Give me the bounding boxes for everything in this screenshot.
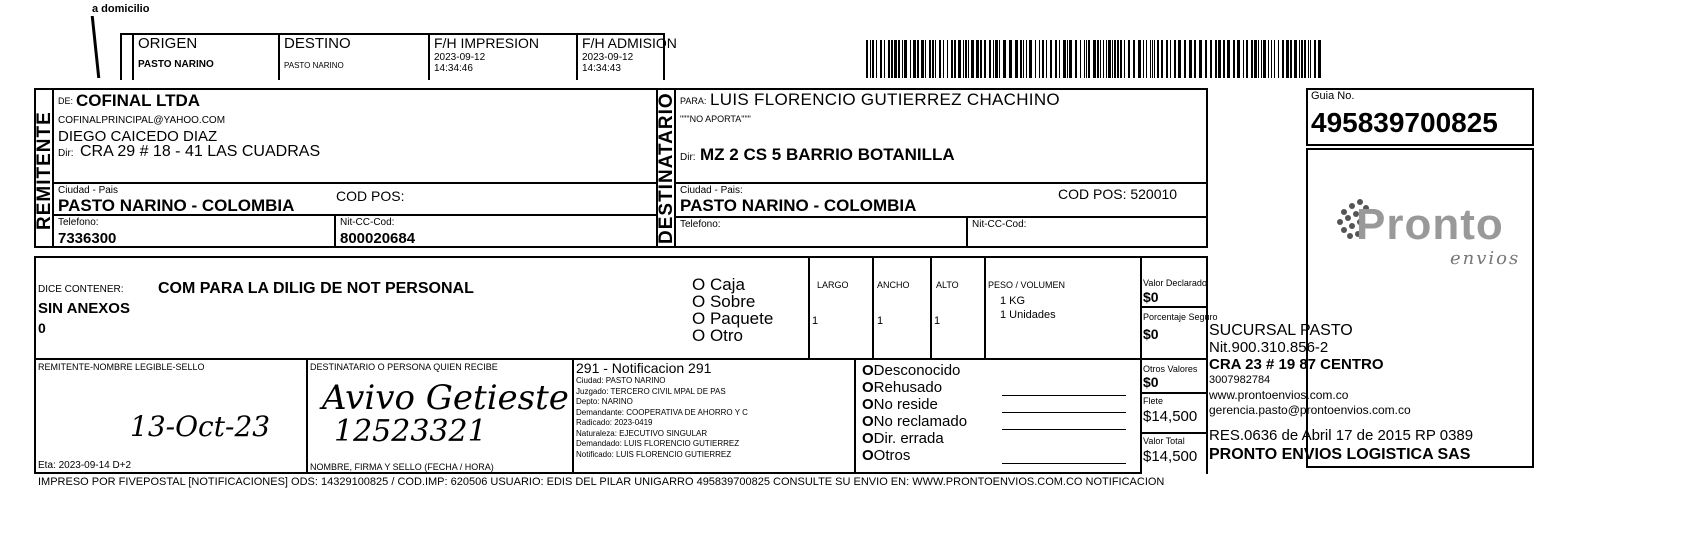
devolucion-option[interactable]: ODesconocido xyxy=(862,362,961,379)
barcode-bar xyxy=(910,40,911,78)
barcode xyxy=(866,40,1326,78)
impresion-date: 2023-09-12 xyxy=(434,52,486,63)
barcode-bar xyxy=(1314,40,1316,78)
barcode-bar xyxy=(1035,40,1036,78)
admision-label: F/H ADMISION xyxy=(582,35,677,51)
barcode-bar xyxy=(1261,40,1262,78)
de-label: DE: xyxy=(58,96,74,106)
contenido-box xyxy=(34,256,1206,360)
barcode-bar xyxy=(880,40,882,78)
barcode-bar xyxy=(884,40,885,78)
barcode-bar xyxy=(876,40,877,78)
notificacion-line: Radicado: 2023-0419 xyxy=(576,418,653,427)
radio-icon: O xyxy=(692,326,710,345)
barcode-bar xyxy=(1263,40,1266,78)
barcode-bar xyxy=(917,40,919,78)
barcode-bar xyxy=(904,40,907,78)
barcode-bar xyxy=(1199,40,1202,78)
largo-value: 1 xyxy=(812,315,819,327)
barcode-bar xyxy=(1254,40,1257,78)
total-value: $14,500 xyxy=(1143,448,1198,465)
destinatario-codpos: COD POS: 520010 xyxy=(1058,186,1178,202)
notificacion-line: Demandante: COOPERATIVA DE AHORRO Y C xyxy=(576,407,748,417)
notificacion-line: Juzgado: TERCERO CIVIL MPAL DE PAS xyxy=(576,386,726,396)
barcode-bar xyxy=(1026,40,1027,78)
notificacion-line: Naturaleza: EJECUTIVO SINGULAR xyxy=(576,428,708,438)
barcode-bar xyxy=(958,40,961,78)
radio-icon: O xyxy=(862,362,874,379)
barcode-bar xyxy=(1080,40,1081,78)
total-label: Valor Total xyxy=(1143,436,1185,446)
barcode-bar xyxy=(1271,40,1272,78)
radio-icon: O xyxy=(862,379,874,396)
barcode-bar xyxy=(1088,40,1090,78)
footer-text: IMPRESO POR FIVEPOSTAL [NOTIFICACIONES] ODS: 14329100825 / COD.IMP: 620506 USUARIO: EDIS DEL PILAR UNIGARRO 495839700825 CONSULTE SU ENVIO EN: WWW.PRONTOENVIOS.COM.CO NOTIFICACION xyxy=(38,476,1165,488)
barcode-bar xyxy=(1282,40,1284,78)
logo-sub-text: envios xyxy=(1450,248,1521,269)
barcode-bar xyxy=(1067,40,1068,78)
barcode-bar xyxy=(1046,40,1047,78)
packaging-option[interactable]: O Otro xyxy=(692,326,744,345)
flete-label: Flete xyxy=(1143,396,1164,406)
barcode-bar xyxy=(1133,40,1135,78)
barcode-bar xyxy=(1237,40,1240,78)
barcode-bar xyxy=(1117,40,1119,78)
remitente-address: CRA 29 # 18 - 41 LAS CUADRAS xyxy=(80,143,321,160)
peso-value: 1 KG xyxy=(1000,295,1026,307)
radio-icon: O xyxy=(692,309,710,328)
barcode-bar xyxy=(1128,40,1130,78)
barcode-bar xyxy=(1251,40,1253,78)
barcode-bar xyxy=(888,40,890,78)
barcode-bar xyxy=(1161,40,1163,78)
peso-label: PESO / VOLUMEN xyxy=(988,280,1066,290)
barcode-bar xyxy=(1166,40,1168,78)
barcode-bar xyxy=(1290,40,1292,78)
barcode-bar xyxy=(1205,40,1207,78)
destinatario-note: """NO APORTA""" xyxy=(680,114,751,124)
notificacion-lines xyxy=(576,376,852,460)
eta-label: Eta: 2023-09-14 D+2 xyxy=(38,460,132,471)
barcode-bar xyxy=(913,40,916,78)
destinatario-nit-label: Nit-CC-Cod: xyxy=(972,219,1027,230)
declarado-label: Valor Declarado xyxy=(1143,278,1207,288)
barcode-bar xyxy=(1299,40,1300,78)
barcode-bar xyxy=(1154,40,1155,78)
barcode-bar xyxy=(976,40,979,78)
barcode-bar xyxy=(935,40,936,78)
barcode-bar xyxy=(1059,40,1060,78)
barcode-bar xyxy=(870,40,871,78)
barcode-bar xyxy=(954,40,956,78)
admision-time: 14:34:43 xyxy=(582,63,621,74)
packaging-options xyxy=(692,276,802,360)
porcentaje-label: Porcentaje Seguro xyxy=(1143,312,1218,322)
barcode-bar xyxy=(1055,40,1057,78)
barcode-bar xyxy=(947,40,948,78)
barcode-bar xyxy=(898,40,900,78)
barcode-bar xyxy=(1274,40,1275,78)
barcode-bar xyxy=(1108,40,1111,78)
alto-label: ALTO xyxy=(936,280,959,290)
barcode-bar xyxy=(1278,40,1279,78)
barcode-bar xyxy=(1215,40,1217,78)
devolucion-option[interactable]: ONo reside xyxy=(862,396,938,413)
radio-icon: O xyxy=(862,430,874,447)
contenido-line2: SIN ANEXOS xyxy=(38,300,130,317)
destinatario-dir-label: Dir: xyxy=(680,152,696,163)
barcode-bar xyxy=(1023,40,1024,78)
barcode-bar xyxy=(1084,40,1085,78)
barcode-bar xyxy=(891,40,893,78)
barcode-bar xyxy=(894,40,897,78)
porcentaje-value: $0 xyxy=(1143,326,1159,342)
remitente-handwriting: 13-Oct-23 xyxy=(130,410,271,443)
barcode-bar xyxy=(1009,40,1012,78)
barcode-bar xyxy=(1093,40,1096,78)
write-line xyxy=(1002,395,1126,396)
barcode-bar xyxy=(1308,40,1309,78)
guia-number: 495839700825 xyxy=(1311,107,1498,138)
write-line xyxy=(1002,463,1126,464)
remitente-telefono-label: Telefono: xyxy=(58,217,99,228)
barcode-bar xyxy=(1103,40,1104,78)
contenido-line3: 0 xyxy=(38,320,46,336)
destinatario-recibe-label: DESTINATARIO O PERSONA QUIEN RECIBE xyxy=(310,362,498,372)
largo-label: LARGO xyxy=(817,280,849,290)
ancho-label: ANCHO xyxy=(877,280,910,290)
pronto-logo xyxy=(1330,190,1520,270)
impresion-label: F/H IMPRESION xyxy=(434,35,540,51)
para-label: PARA: xyxy=(680,96,707,106)
barcode-bar xyxy=(1015,40,1018,78)
remitente-side-label: REMITENTE xyxy=(34,111,55,230)
remitente-dir-label: Dir: xyxy=(58,148,74,159)
brand-company: PRONTO ENVIOS LOGISTICA SAS xyxy=(1209,446,1471,463)
barcode-bar xyxy=(1184,40,1186,78)
remitente-nit: 800020684 xyxy=(340,230,416,247)
barcode-bar xyxy=(866,40,868,78)
destinatario-address: MZ 2 CS 5 BARRIO BOTANILLA xyxy=(700,145,955,164)
barcode-bar xyxy=(1152,40,1153,78)
barcode-bar xyxy=(968,40,969,78)
destinatario-name: LUIS FLORENCIO GUTIERREZ CHACHINO xyxy=(710,90,1060,109)
barcode-bar xyxy=(1138,40,1141,78)
notificacion-line: Demandado: LUIS FLORENCIO GUTIERREZ xyxy=(576,439,740,448)
remitente-email: COFINALPRINCIPAL@YAHOO.COM xyxy=(58,115,226,126)
barcode-bar xyxy=(872,40,874,78)
barcode-bar xyxy=(1258,40,1259,78)
brand-sucursal: SUCURSAL PASTO xyxy=(1209,322,1353,339)
devolucion-options xyxy=(862,362,1134,472)
brand-web: www.prontoenvios.com.co xyxy=(1209,388,1349,402)
barcode-bar xyxy=(1189,40,1192,78)
barcode-bar xyxy=(1174,40,1176,78)
remitente-nit-label: Nit-CC-Cod: xyxy=(340,217,395,228)
barcode-bar xyxy=(1218,40,1221,78)
origen-label: ORIGEN xyxy=(138,35,198,52)
radio-icon: O xyxy=(692,292,710,311)
barcode-bar xyxy=(1146,40,1147,78)
remitente-codpos-label: COD POS: xyxy=(336,188,405,204)
contenido-label: DICE CONTENER: xyxy=(38,284,124,295)
barcode-bar xyxy=(989,40,991,78)
radio-icon: O xyxy=(692,275,710,294)
otros-valores-value: $0 xyxy=(1143,374,1159,390)
barcode-bar xyxy=(1039,40,1040,78)
barcode-bar xyxy=(1243,40,1244,78)
barcode-bar xyxy=(1294,40,1297,78)
brand-resolution: RES.0636 de Abril 17 de 2015 RP 0389 xyxy=(1209,427,1474,444)
destinatario-ciudad: PASTO NARINO - COLOMBIA xyxy=(680,196,917,215)
barcode-bar xyxy=(1210,40,1212,78)
barcode-bar xyxy=(999,40,1000,78)
barcode-bar xyxy=(925,40,926,78)
barcode-bar xyxy=(1075,40,1077,78)
domicilio-label: a domicilio xyxy=(92,3,150,15)
barcode-bar xyxy=(1304,40,1306,78)
barcode-bar xyxy=(963,40,964,78)
barcode-bar xyxy=(1233,40,1235,78)
devolucion-option[interactable]: OOtros xyxy=(862,447,911,464)
flete-value: $14,500 xyxy=(1143,408,1198,425)
barcode-bar xyxy=(1100,40,1101,78)
brand-email: gerencia.pasto@prontoenvios.com.co xyxy=(1209,403,1411,417)
packaging-option[interactable]: O Paquete xyxy=(692,309,774,328)
barcode-bar xyxy=(1086,40,1087,78)
barcode-bar xyxy=(1003,40,1006,78)
barcode-bar xyxy=(1194,40,1196,78)
remitente-contact: DIEGO CAICEDO DIAZ xyxy=(58,128,218,145)
barcode-bar xyxy=(1120,40,1122,78)
notificacion-line: Notificado: LUIS FLORENCIO GUTIERREZ xyxy=(576,449,732,459)
barcode-bar xyxy=(1124,40,1125,78)
barcode-bar xyxy=(951,40,953,78)
remitente-telefono: 7336300 xyxy=(58,230,117,247)
destinatario-box xyxy=(656,88,1208,248)
contenido-value: COM PARA LA DILIG DE NOT PERSONAL xyxy=(158,280,474,297)
notificacion-line: Depto: NARINO xyxy=(576,397,633,406)
barcode-bar xyxy=(1150,40,1151,78)
barcode-bar xyxy=(1318,40,1321,78)
notificacion-title: 291 - Notificacion 291 xyxy=(576,360,712,376)
barcode-bar xyxy=(1178,40,1181,78)
remitente-sello-label: REMITENTE-NOMBRE LEGIBLE-SELLO xyxy=(38,362,205,372)
packaging-option[interactable]: O Sobre xyxy=(692,292,756,311)
barcode-bar xyxy=(902,40,903,78)
write-line xyxy=(1002,429,1126,430)
barcode-bar xyxy=(1063,40,1066,78)
barcode-bar xyxy=(1301,40,1303,78)
destinatario-firma-footer: NOMBRE, FIRMA Y SELLO (FECHA / HORA) xyxy=(310,462,494,472)
barcode-bar xyxy=(995,40,998,78)
devolucion-option[interactable]: ONo reclamado xyxy=(862,413,968,430)
brand-nit: Nit.900.310.856-2 xyxy=(1209,339,1329,356)
notificacion-line: Ciudad: PASTO NARINO xyxy=(576,376,666,385)
devolucion-option[interactable]: ORehusado xyxy=(862,379,943,396)
devolucion-option[interactable]: ODir. errada xyxy=(862,430,944,447)
barcode-bar xyxy=(971,40,974,78)
barcode-bar xyxy=(1050,40,1052,78)
write-line xyxy=(1002,412,1126,413)
barcode-bar xyxy=(1069,40,1072,78)
barcode-bar xyxy=(1097,40,1099,78)
brand-phone: 3007982784 xyxy=(1209,374,1271,386)
brand-address: CRA 23 # 19 87 CENTRO xyxy=(1209,356,1384,373)
radio-icon: O xyxy=(862,447,874,464)
ancho-value: 1 xyxy=(877,315,884,327)
barcode-bar xyxy=(1112,40,1113,78)
declarado-value: $0 xyxy=(1143,289,1159,305)
barcode-bar xyxy=(1029,40,1032,78)
barcode-bar xyxy=(932,40,934,78)
radio-icon: O xyxy=(862,396,874,413)
barcode-bar xyxy=(1170,40,1171,78)
origen-value: PASTO NARINO xyxy=(138,59,214,70)
barcode-bar xyxy=(1042,40,1044,78)
barcode-bar xyxy=(984,40,986,78)
destinatario-telefono-label: Telefono: xyxy=(680,219,721,230)
radio-icon: O xyxy=(862,413,874,430)
barcode-bar xyxy=(1310,40,1311,78)
logo-main-text: Pronto xyxy=(1356,200,1504,249)
unidades-value: 1 Unidades xyxy=(1000,309,1056,321)
barcode-bar xyxy=(1106,40,1107,78)
destinatario-ciudad-label: Ciudad - Pais: xyxy=(680,185,743,196)
barcode-bar xyxy=(1143,40,1144,78)
barcode-bar xyxy=(1268,40,1269,78)
barcode-bar xyxy=(943,40,944,78)
barcode-bar xyxy=(1157,40,1159,78)
impresion-time: 14:34:46 xyxy=(434,63,473,74)
destinatario-side-label: DESTINATARIO xyxy=(656,92,677,244)
admision-date: 2023-09-12 xyxy=(582,52,634,63)
barcode-bar xyxy=(1246,40,1248,78)
header-section xyxy=(80,4,870,84)
guia-label: Guia No. xyxy=(1311,90,1355,102)
destino-label: DESTINO xyxy=(284,35,351,52)
barcode-bar xyxy=(1223,40,1225,78)
barcode-bar xyxy=(1227,40,1230,78)
destinatario-signature: Avivo Getieste xyxy=(322,378,569,418)
destino-value: PASTO NARINO xyxy=(284,61,344,70)
torn-mark xyxy=(91,16,112,78)
remitente-ciudad: PASTO NARINO - COLOMBIA xyxy=(58,196,295,215)
packaging-option[interactable]: O Caja xyxy=(692,275,745,294)
remitente-ciudad-label: Ciudad - Pais xyxy=(58,185,119,196)
barcode-bar xyxy=(929,40,931,78)
barcode-bar xyxy=(965,40,967,78)
barcode-bar xyxy=(980,40,982,78)
barcode-bar xyxy=(1114,40,1116,78)
barcode-bar xyxy=(993,40,994,78)
barcode-bar xyxy=(921,40,924,78)
barcode-bar xyxy=(1286,40,1289,78)
destinatario-id-handwritten: 12523321 xyxy=(334,414,487,449)
alto-value: 1 xyxy=(934,315,941,327)
remitente-name: COFINAL LTDA xyxy=(76,91,201,110)
barcode-bar xyxy=(1020,40,1022,78)
otros-valores-label: Otros Valores xyxy=(1143,364,1198,374)
barcode-bar xyxy=(939,40,941,78)
